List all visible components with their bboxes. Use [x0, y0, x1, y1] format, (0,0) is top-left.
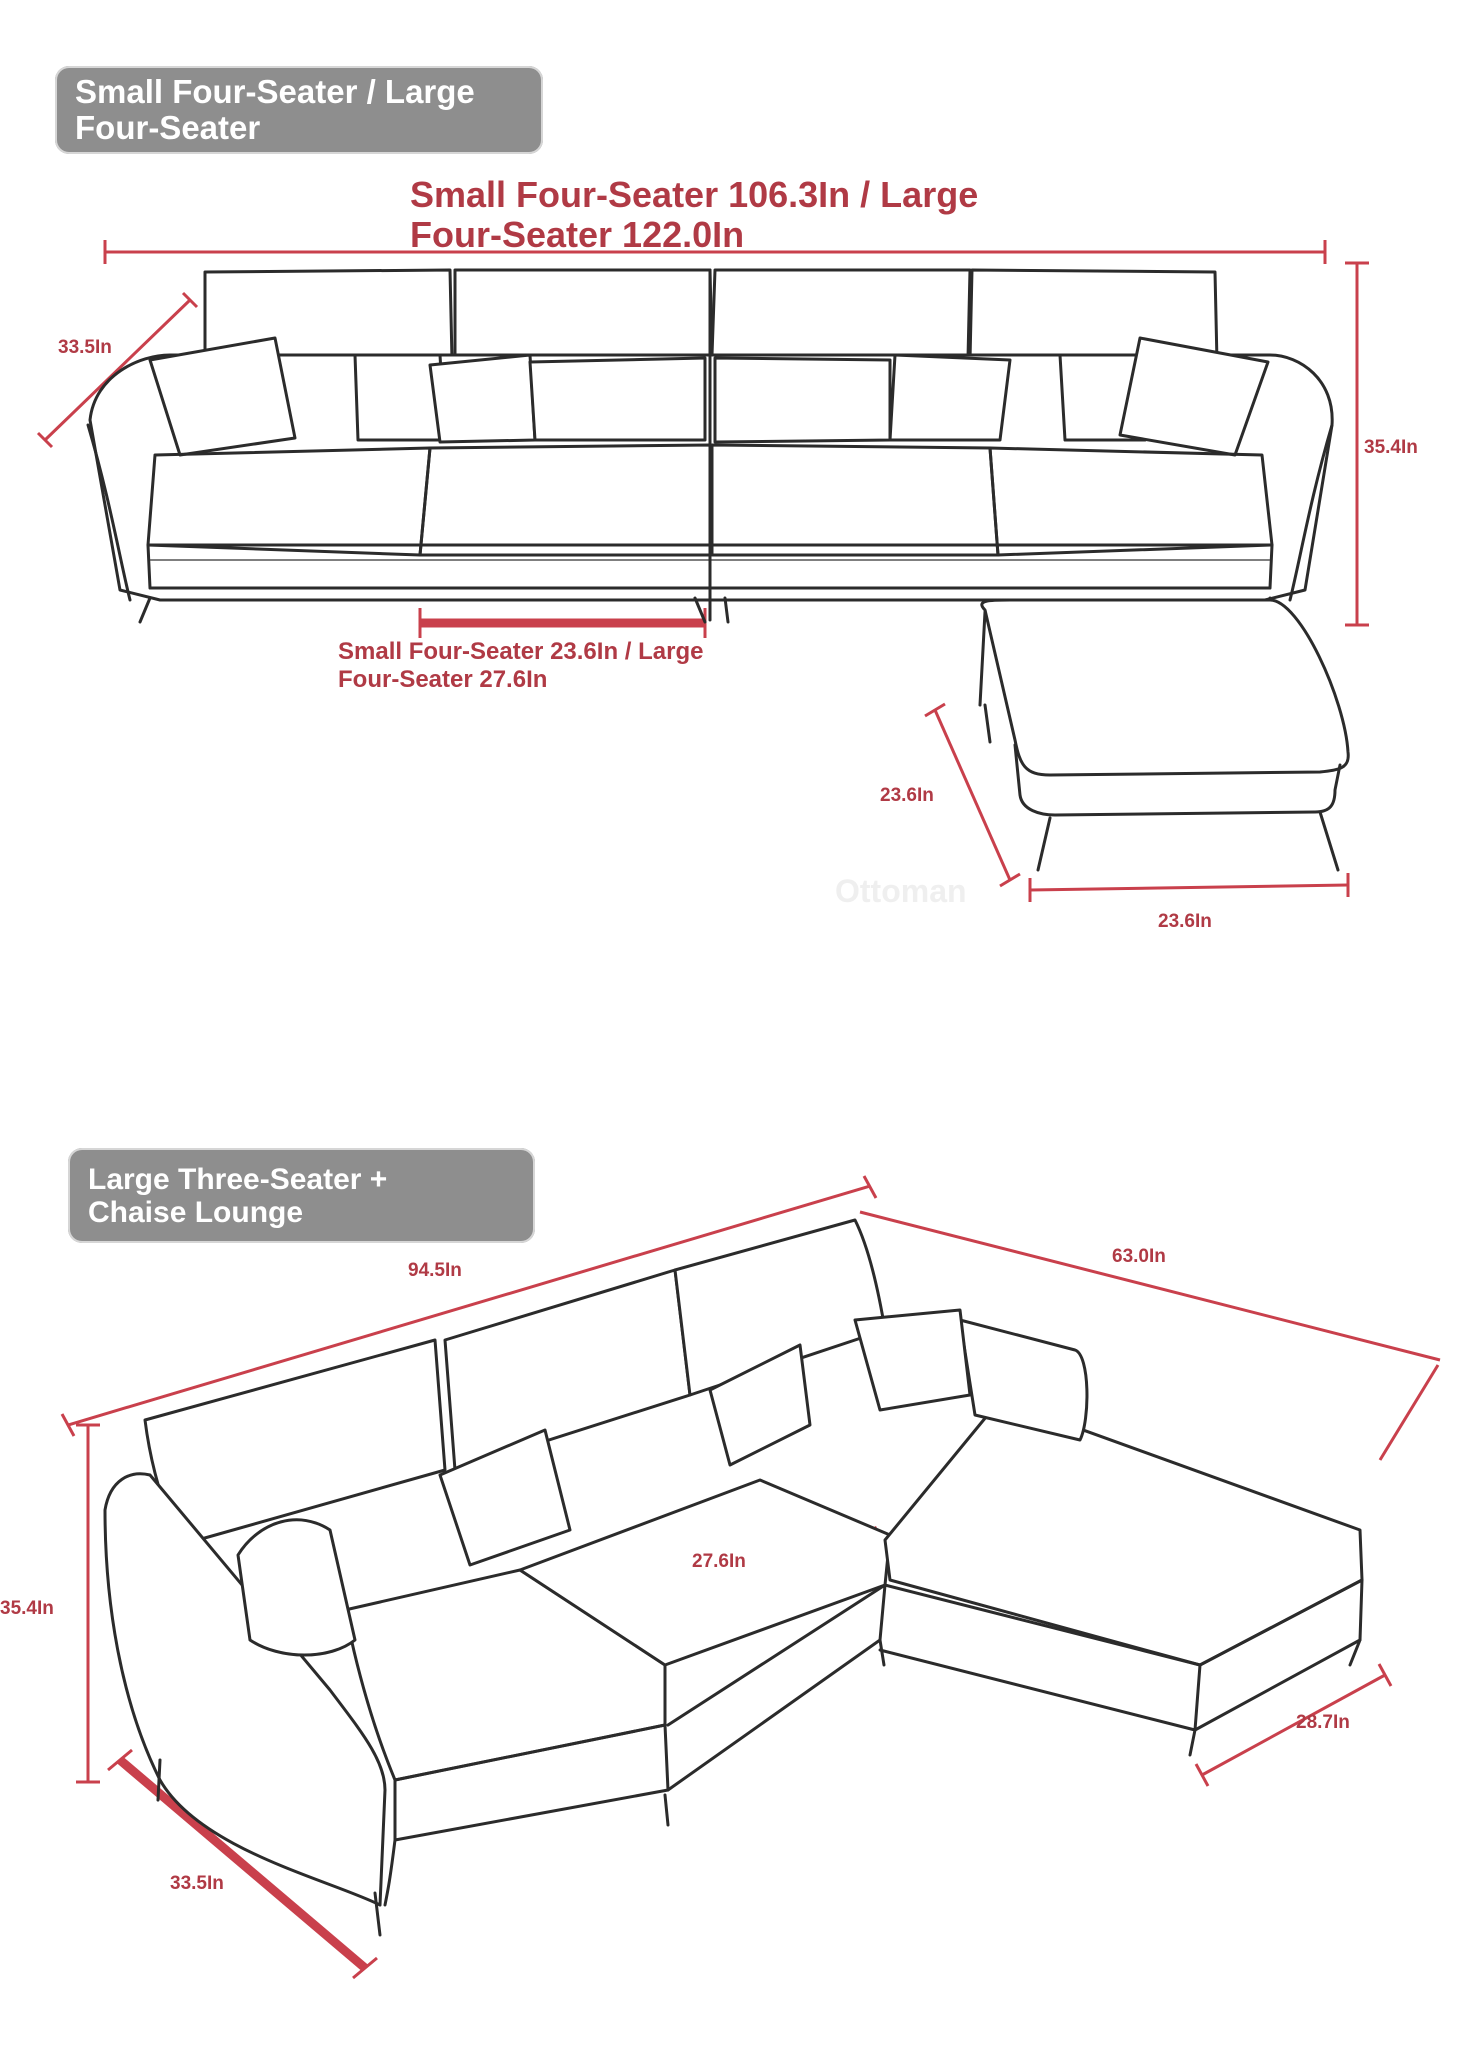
chaise-width-label: 28.7In	[1296, 1712, 1350, 1733]
sofa-depth-label: 33.5In	[58, 337, 112, 358]
ottoman-width-dimension	[1030, 873, 1348, 902]
ottoman-depth-dimension	[925, 704, 1020, 886]
sectional-seat-label: 27.6In	[692, 1551, 746, 1572]
sectional-width-label: 94.5In	[408, 1260, 462, 1281]
sofa-height-label: 35.4In	[1364, 437, 1418, 458]
section2-badge	[68, 1148, 535, 1243]
ottoman-caption: Ottoman	[835, 873, 967, 909]
chaise-length-label: 63.0In	[1112, 1246, 1166, 1267]
ottoman-drawing	[980, 600, 1348, 870]
section1-badge-text: Small Four-Seater / Large Four-Seater	[75, 72, 475, 146]
sectional-height-label: 35.4In	[0, 1598, 54, 1619]
chaise-width-dimension	[1196, 1664, 1391, 1786]
seat-dimension	[420, 608, 705, 638]
sectional-depth-label: 33.5In	[170, 1873, 224, 1894]
sofa-width-label: Small Four-Seater 106.3In / Large Four-Seater 122.0In	[410, 174, 979, 255]
seat-label: Small Four-Seater 23.6In / Large Four-Seater 27.6In	[338, 638, 704, 693]
sofa-width-dimension	[105, 240, 1325, 264]
sectional-sofa	[105, 1220, 1362, 1935]
ottoman-depth-label: 23.6In	[880, 785, 934, 806]
section2-badge-text: Large Three-Seater + Chaise Lounge	[88, 1162, 388, 1229]
ottoman-width-label: 23.6In	[1158, 911, 1212, 932]
sectional-height-dimension	[76, 1425, 100, 1782]
four-seater-sofa	[88, 270, 1332, 622]
